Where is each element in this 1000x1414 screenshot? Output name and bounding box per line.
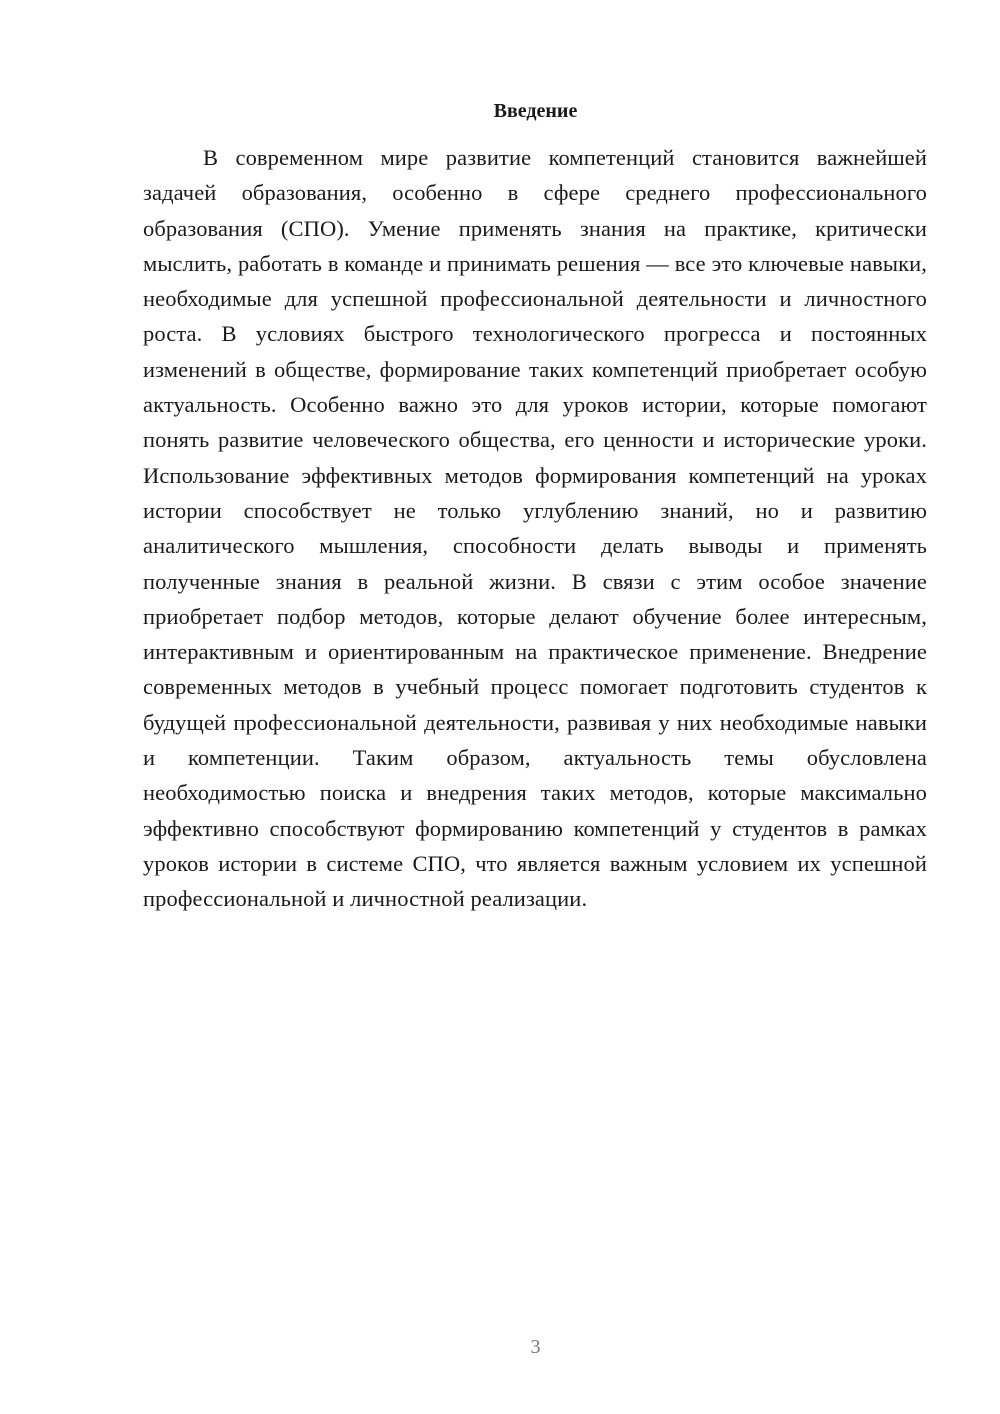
section-heading: Введение bbox=[493, 100, 578, 122]
body-paragraph: В современном мире развитие компетенций становится важнейшей задачей образования, особенно в сфере среднего профессионального образования (СПО). Умение применять знания на практике, критически мыслить, работать в команде и принимать решения — все это ключевые навыки, необходимые для успешной профессиональной деятельности и личностного роста. В условиях быстрого технологического прогресса и постоянных изменений в обществе, формирование таких компетенций приобретает особую актуальность. Особенно важно это для уроков истории, которые помогают понять развитие человеческого общества, его ценности и исторические уроки. Использование эффективных методов формирования компетенций на уроках истории способствует не только углублению знаний, но и развитию аналитического мышления, способности делать выводы и применять полученные знания в реальной жизни. В связи с этим особое значение приобретает подбор методов, которые делают обучение более интересным, интерактивным и ориентированным на практическое применение. Внедрение современных методов в учебный процесс помогает подготовить студентов к будущей профессиональной деятельности, развивая у них необходимые навыки и компетенции. Таким образом, актуальность темы обусловлена необходимостью поиска и внедрения таких методов, которые максимально эффективно способствуют формированию компетенций у студентов в рамках уроков истории в системе СПО, что является важным условием их успешной профессиональной и личностной реализации. bbox=[143, 145, 927, 912]
page-number: 3 bbox=[530, 1336, 541, 1358]
